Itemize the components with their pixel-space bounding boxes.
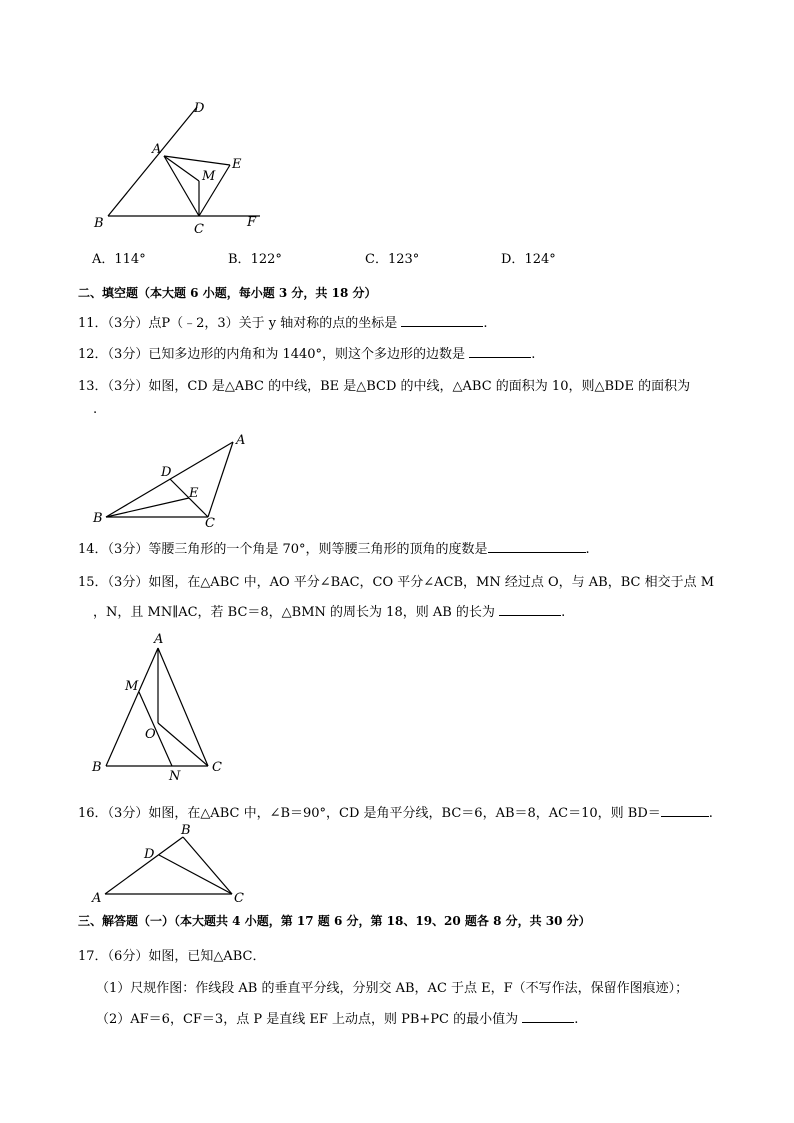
option-c: C．123° <box>365 252 420 267</box>
option-b: B．122° <box>228 252 282 267</box>
label-A: A <box>236 433 246 448</box>
label-E: E <box>232 157 242 172</box>
label-A: A <box>92 891 102 906</box>
option-a: A．114° <box>92 252 146 267</box>
figure-q13 <box>88 430 253 530</box>
question-12: 12．（3分）已知多边形的内角和为 1440°，则这个多边形的边数是 . <box>78 347 536 362</box>
answer-blank-14[interactable] <box>488 540 586 553</box>
label-D: D <box>144 847 155 862</box>
label-D: D <box>161 465 172 480</box>
label-A: A <box>152 142 162 157</box>
question-15: 15．（3分）如图，在△ABC 中，AO 平分∠BAC，CO 平分∠ACB，MN 经过点 O，与 AB，BC 相交于点 M <box>78 575 715 590</box>
question-16: 16．（3分）如图，在△ABC 中，∠B＝90°，CD 是角平分线，BC＝6，AB＝8，AC＝10，则 BD＝ . <box>78 806 713 821</box>
question-17: 17．（6分）如图，已知△ABC． <box>78 949 266 964</box>
label-C: C <box>234 891 244 906</box>
label-A: A <box>154 632 164 647</box>
section3-title: 三、解答题（一）（本大题共 4 小题，第 17 题 6 分，第 18、19、20 题各 8 分，共 30 分） <box>78 914 591 928</box>
label-C: C <box>212 760 222 775</box>
label-B: B <box>181 823 191 838</box>
figure-q16 <box>88 820 248 905</box>
question-14: 14．（3分）等腰三角形的一个角是 70°，则等腰三角形的顶角的度数是 . <box>78 542 590 557</box>
figure-q15 <box>88 630 238 782</box>
answer-blank-16[interactable] <box>661 804 709 817</box>
label-O: O <box>145 727 156 742</box>
label-E: E <box>189 486 199 501</box>
label-D: D <box>194 101 205 116</box>
question-17-part1: （1）尺规作图：作线段 AB 的垂直平分线，分别交 AB，AC 于点 E，F（不写作法，保留作图痕迹）； <box>96 981 689 996</box>
label-N: N <box>169 769 181 784</box>
option-d: D．124° <box>501 252 556 267</box>
question-13: 13．（3分）如图，CD 是△ABC 的中线，BE 是△BCD 的中线，△ABC 的面积为 10，则△BDE 的面积为 <box>78 379 691 394</box>
label-B: B <box>94 216 104 231</box>
label-M: M <box>125 679 139 694</box>
answer-blank-11[interactable] <box>401 314 483 327</box>
question-17-part2: （2）AF＝6，CF＝3，点 P 是直线 EF 上动点，则 PB+PC 的最小值为 . <box>96 1012 579 1027</box>
answer-blank-12[interactable] <box>469 345 531 358</box>
figure-q10 <box>85 95 270 240</box>
answer-blank-17[interactable] <box>522 1010 574 1023</box>
label-B: B <box>93 511 103 526</box>
question-11: 11．（3分）点P（﹣2，3）关于 y 轴对称的点的坐标是 . <box>78 316 488 331</box>
label-M: M <box>202 169 216 184</box>
label-C: C <box>194 222 204 237</box>
label-C: C <box>205 516 215 531</box>
label-B: B <box>92 760 102 775</box>
question-15-cont: ，N，且 MN∥AC，若 BC＝8，△BMN 的周长为 18，则 AB 的长为 . <box>93 605 566 620</box>
label-F: F <box>247 215 257 230</box>
question-13-end: . <box>93 402 98 417</box>
answer-blank-15[interactable] <box>499 603 561 616</box>
section2-title: 二、填空题（本大题 6 小题，每小题 3 分，共 18 分） <box>78 286 377 300</box>
